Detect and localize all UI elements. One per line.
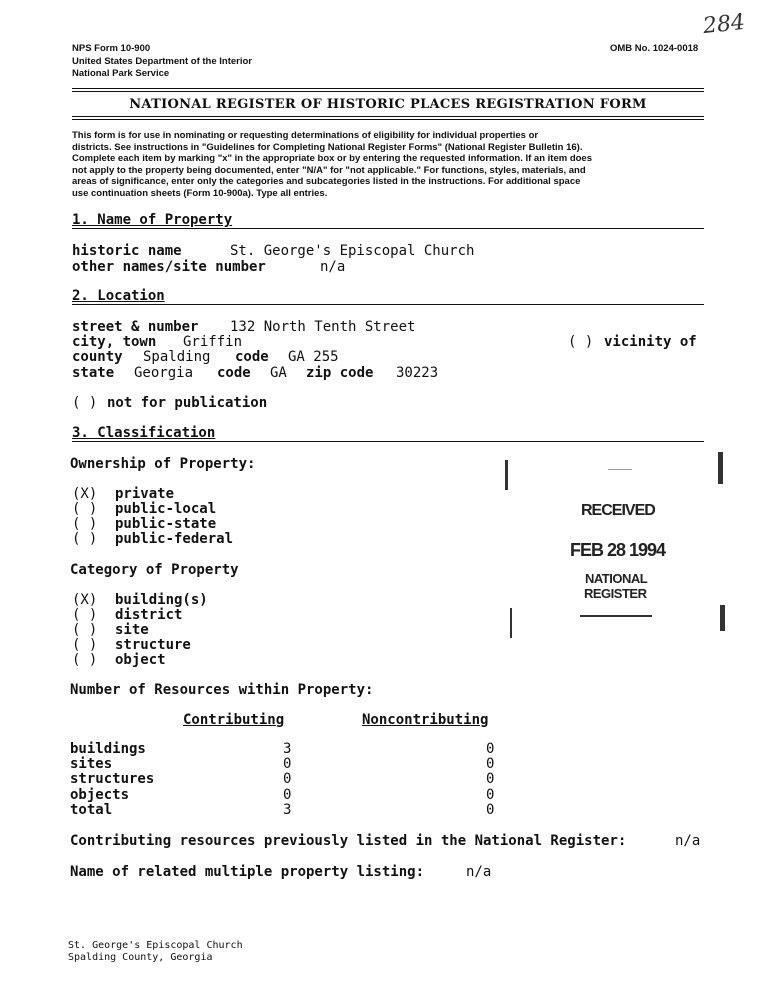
state-code-label: code — [217, 365, 251, 381]
category-option: building(s) — [115, 592, 208, 608]
zip-value: 30223 — [396, 365, 439, 381]
instructions-line: use continuation sheets (Form 10-900a). Type all entries. — [72, 187, 328, 199]
state-label: state — [72, 365, 115, 381]
county-label: county — [72, 349, 123, 365]
instructions-line: not apply to the property being documented, enter "N/A" for "not applicable." For functions, styles, materials, and — [72, 164, 586, 176]
ownership-checkbox: ( ) — [72, 501, 98, 517]
resource-row-label: objects — [70, 787, 130, 803]
omb-number: OMB No. 1024-0018 — [610, 43, 699, 54]
handwritten-number: 284 — [701, 9, 747, 40]
instructions-line: districts. See instructions in "Guidelines for Completing National Register Forms" (National Register Bulletin 16). — [72, 141, 583, 153]
category-label: Category of Property — [70, 562, 239, 578]
ownership-option: private — [115, 486, 175, 502]
category-option: district — [115, 607, 183, 623]
ownership-checkbox: ( ) — [72, 531, 98, 547]
section-1-title: 1. Name of Property — [72, 212, 233, 228]
divider — [72, 88, 704, 89]
vicinity-checkbox: ( ) — [568, 334, 594, 350]
resource-row-contributing: 0 — [283, 787, 292, 803]
resource-row-label: sites — [70, 756, 113, 772]
scan-mark — [718, 452, 723, 484]
form-number: NPS Form 10-900 — [72, 43, 151, 54]
stamp-register: REGISTER — [584, 586, 647, 601]
category-option: structure — [115, 637, 191, 653]
page-title: NATIONAL REGISTER OF HISTORIC PLACES REGISTRATION FORM — [129, 97, 647, 112]
multiple-property-label: Name of related multiple property listing: — [70, 864, 425, 880]
not-for-publication-checkbox: ( ) — [72, 395, 98, 411]
stamp-national: NATIONAL — [585, 571, 648, 586]
instructions-line: areas of significance, enter only the categories and subcategories listed in the instructions. For additional space — [72, 176, 581, 187]
category-checkbox: ( ) — [72, 652, 98, 668]
resource-row-noncontributing: 0 — [486, 756, 495, 772]
ownership-checkbox: ( ) — [72, 516, 98, 532]
footer-property-name: St. George's Episcopal Church — [68, 940, 243, 951]
other-names-value: n/a — [320, 259, 346, 275]
ownership-option: public-federal — [115, 531, 234, 547]
resource-row-contributing: 0 — [283, 756, 292, 772]
section-1-heading — [72, 212, 704, 229]
resource-row-noncontributing: 0 — [486, 787, 495, 803]
resource-row-noncontributing: 0 — [486, 771, 495, 787]
scan-mark — [505, 460, 508, 490]
ownership-option: public-state — [115, 516, 217, 532]
resource-row-contributing: 3 — [283, 802, 292, 818]
street-label: street & number — [72, 319, 199, 335]
zip-label: zip code — [306, 365, 374, 381]
state-value: Georgia — [134, 365, 194, 381]
resource-row-label: buildings — [70, 741, 146, 757]
county-code-value: GA 255 — [288, 349, 339, 365]
section-2-title: 2. Location — [72, 288, 165, 304]
other-names-label: other names/site number — [72, 259, 266, 275]
historic-name-label: historic name — [72, 243, 182, 259]
resource-row-label: total — [70, 802, 113, 818]
historic-name-value: St. George's Episcopal Church — [230, 243, 475, 259]
scan-mark — [720, 605, 725, 631]
city-label: city, town — [72, 334, 157, 350]
street-value: 132 North Tenth Street — [230, 319, 416, 335]
city-value: Griffin — [183, 334, 243, 350]
section-3-heading — [72, 425, 704, 442]
vicinity-label: vicinity of — [604, 334, 697, 350]
resource-row-label: structures — [70, 771, 155, 787]
resource-row-contributing: 0 — [283, 771, 292, 787]
stamp-underline — [580, 615, 652, 617]
stamp-mark — [608, 469, 632, 470]
ownership-label: Ownership of Property: — [70, 456, 256, 472]
divider — [72, 91, 704, 92]
category-option: object — [115, 652, 166, 668]
instructions-line: This form is for use in nominating or requesting determinations of eligibility for individual properties or — [72, 130, 539, 141]
divider — [72, 116, 704, 117]
county-code-label: code — [235, 349, 269, 365]
section-2-heading — [72, 288, 704, 305]
multiple-property-value: n/a — [466, 864, 492, 880]
resource-row-contributing: 3 — [283, 741, 292, 757]
department: United States Department of the Interior — [72, 56, 252, 67]
county-value: Spalding — [143, 349, 211, 365]
instructions-paragraph — [72, 130, 704, 199]
previously-listed-value: n/a — [675, 833, 701, 849]
resources-label: Number of Resources within Property: — [70, 682, 374, 698]
stamp-date: FEB 28 1994 — [570, 540, 666, 560]
instructions-line: Complete each item by marking "x" in the appropriate box or by entering the requested information. If an item does — [72, 153, 592, 164]
agency: National Park Service — [72, 68, 170, 79]
section-3-title: 3. Classification — [72, 425, 216, 441]
category-checkbox: ( ) — [72, 622, 98, 638]
category-checkbox: ( ) — [72, 637, 98, 653]
category-checkbox: ( ) — [72, 607, 98, 623]
divider — [72, 119, 704, 120]
contributing-header: Contributing — [183, 712, 285, 728]
noncontributing-header: Noncontributing — [362, 712, 489, 728]
ownership-checkbox: (X) — [72, 486, 98, 502]
state-code-value: GA — [270, 365, 287, 381]
ownership-option: public-local — [115, 501, 217, 517]
received-stamp: RECEIVED — [581, 502, 655, 519]
not-for-publication-label: not for publication — [107, 395, 268, 411]
category-checkbox: (X) — [72, 592, 98, 608]
scan-mark — [510, 608, 512, 638]
resource-row-noncontributing: 0 — [486, 741, 495, 757]
category-option: site — [115, 622, 149, 638]
resource-row-noncontributing: 0 — [486, 802, 495, 818]
previously-listed-label: Contributing resources previously listed in the National Register: — [70, 833, 627, 849]
footer-county: Spalding County, Georgia — [68, 952, 213, 963]
